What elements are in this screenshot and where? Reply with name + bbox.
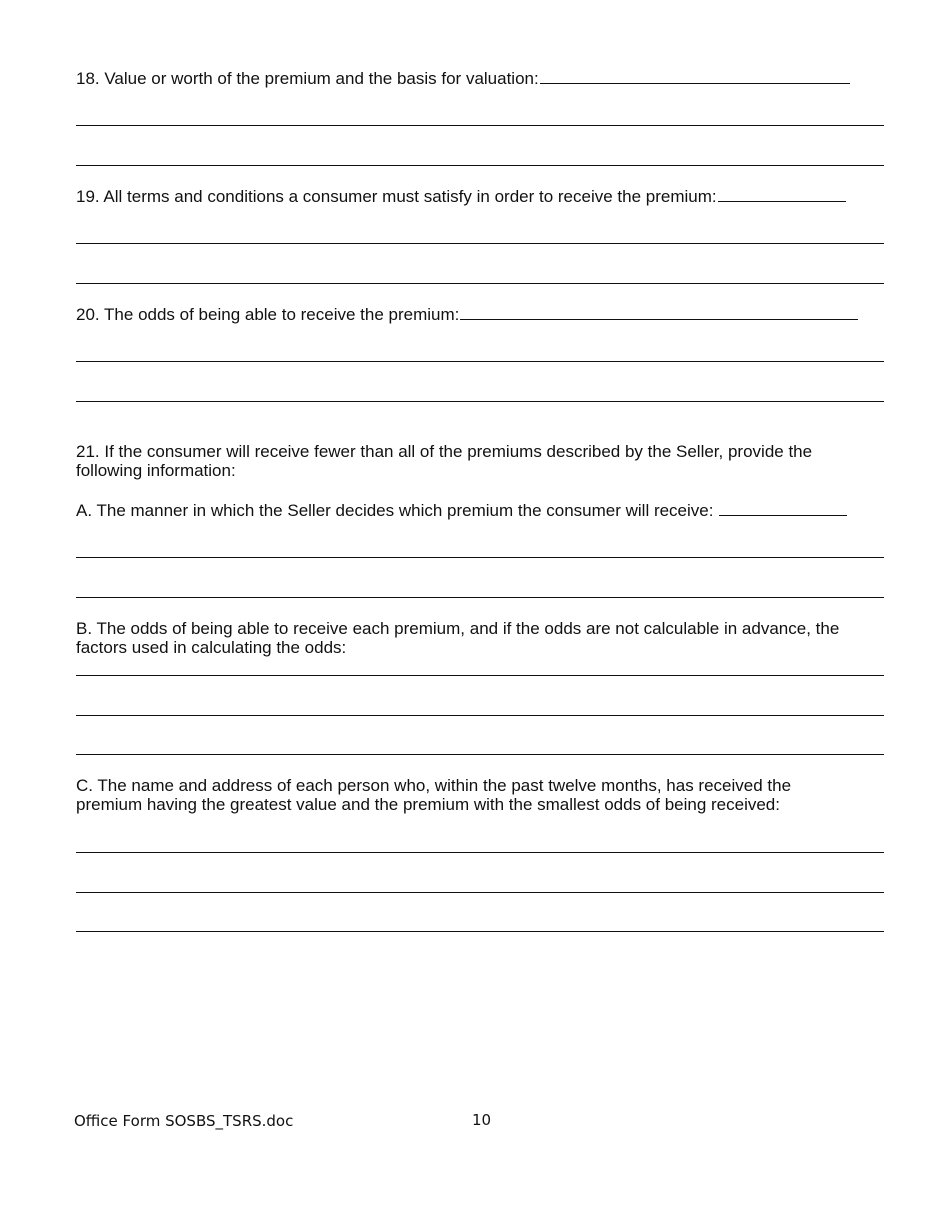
question-21c xyxy=(76,776,856,814)
question-20-label: 20. The odds of being able to receive the premium: xyxy=(76,305,460,324)
question-20-answer-line-1[interactable] xyxy=(76,361,884,362)
question-19-answer-line-1[interactable] xyxy=(76,243,884,244)
footer-form-name: Office Form SOSBS_TSRS.doc xyxy=(74,1112,294,1130)
question-21c-answer-line-2[interactable] xyxy=(76,892,884,893)
footer-page-number: 10 xyxy=(472,1111,492,1129)
question-18-answer-field[interactable] xyxy=(540,82,850,84)
question-19-answer-field[interactable] xyxy=(718,200,846,202)
question-21a-answer-line-2[interactable] xyxy=(76,597,884,598)
question-21b-label: B. The odds of being able to receive each premium, and if the odds are not calculable in advance, the factors used in calculating the odds: xyxy=(76,619,840,657)
question-21a-label: A. The manner in which the Seller decides which premium the consumer will receive: xyxy=(76,501,719,520)
question-21-label: 21. If the consumer will receive fewer than all of the premiums described by the Seller, provide the following information: xyxy=(76,442,813,480)
question-21b-answer-line-3[interactable] xyxy=(76,754,884,755)
question-18-answer-line-2[interactable] xyxy=(76,165,884,166)
question-20 xyxy=(76,305,888,324)
question-18-label: 18. Value or worth of the premium and the basis for valuation: xyxy=(76,69,539,88)
question-21b xyxy=(76,619,888,657)
question-20-answer-field[interactable] xyxy=(460,318,858,320)
question-21 xyxy=(76,442,876,480)
question-18-answer-line-1[interactable] xyxy=(76,125,884,126)
question-20-answer-line-2[interactable] xyxy=(76,401,884,402)
question-21c-answer-line-3[interactable] xyxy=(76,931,884,932)
question-21b-answer-line-1[interactable] xyxy=(76,675,884,676)
question-19-answer-line-2[interactable] xyxy=(76,283,884,284)
question-21a-answer-line-1[interactable] xyxy=(76,557,884,558)
question-19 xyxy=(76,187,888,206)
question-21b-answer-line-2[interactable] xyxy=(76,715,884,716)
question-18 xyxy=(76,69,888,88)
question-19-label: 19. All terms and conditions a consumer must satisfy in order to receive the premium: xyxy=(76,187,717,206)
question-21a-answer-field[interactable] xyxy=(719,514,847,516)
question-21a xyxy=(76,501,888,520)
question-21c-answer-line-1[interactable] xyxy=(76,852,884,853)
question-21c-label: C. The name and address of each person who, within the past twelve months, has received the premium having the greatest value and the premium with the smallest odds of being received: xyxy=(76,776,792,814)
